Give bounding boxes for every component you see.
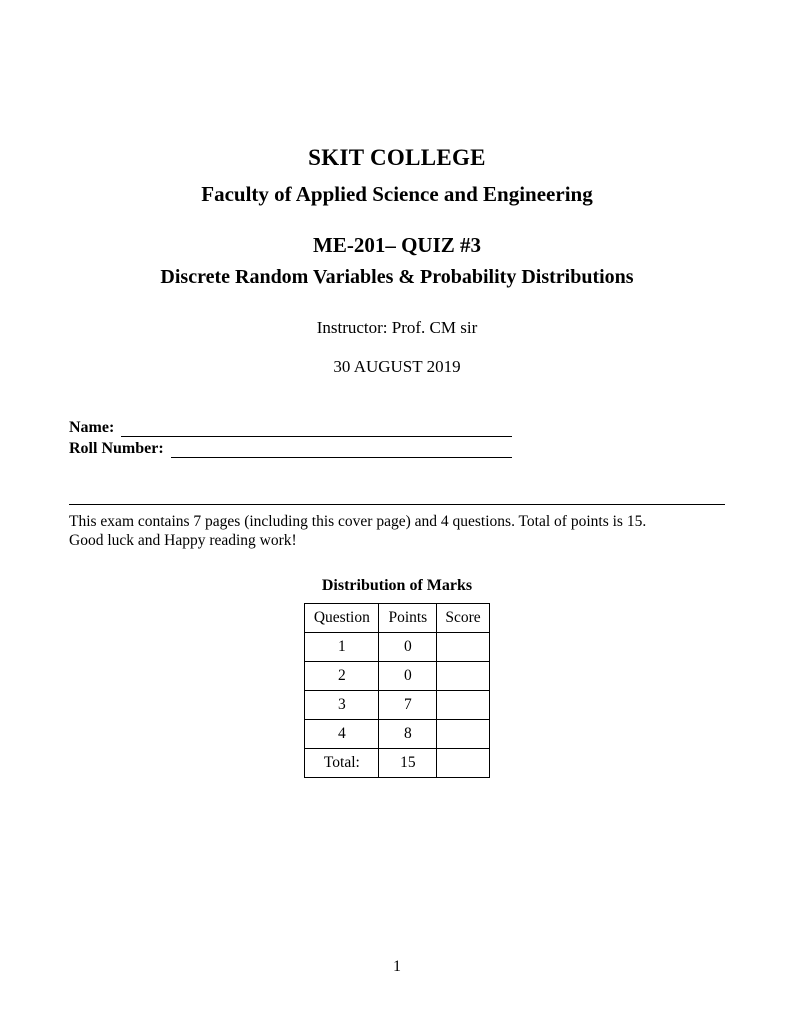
exam-instructions [69, 513, 725, 551]
table-row [305, 690, 489, 719]
cell-points: 8 [379, 719, 437, 748]
cell-score-total [437, 748, 489, 777]
page-number: 1 [393, 958, 401, 975]
name-field-row [69, 419, 512, 437]
roll-number-label: Roll Number: [69, 440, 164, 457]
faculty-title: Faculty of Applied Science and Engineering [201, 182, 593, 206]
cell-points: 7 [379, 690, 437, 719]
distribution-of-marks-table [304, 603, 489, 778]
cell-question-total: Total: [305, 748, 379, 777]
marks-table-title: Distribution of Marks [321, 576, 473, 594]
cell-score [437, 661, 489, 690]
cell-points-total: 15 [379, 748, 437, 777]
cell-question: 2 [305, 661, 379, 690]
cell-points: 0 [379, 632, 437, 661]
table-header-row [305, 603, 489, 632]
instructions-line-2: Good luck and Happy reading work! [69, 531, 297, 549]
topic-title: Discrete Random Variables & Probability Distributions [160, 266, 634, 288]
course-title: ME-201– QUIZ #3 [313, 233, 481, 257]
cell-score [437, 690, 489, 719]
student-fields [69, 419, 512, 458]
cell-question: 4 [305, 719, 379, 748]
table-row [305, 719, 489, 748]
table-row [305, 661, 489, 690]
header-score: Score [437, 603, 489, 632]
name-label: Name: [69, 419, 115, 436]
cell-points: 0 [379, 661, 437, 690]
instructor-line: Instructor: Prof. CM sir [316, 318, 478, 337]
name-blank-line [121, 423, 512, 437]
instructions-line-1: This exam contains 7 pages (including this cover page) and 4 questions. Total of points is 15. [69, 513, 647, 530]
cell-question: 1 [305, 632, 379, 661]
header-question: Question [305, 603, 379, 632]
roll-number-blank-line [171, 444, 512, 458]
cell-question: 3 [305, 690, 379, 719]
table-total-row [305, 748, 489, 777]
exam-date: 30 AUGUST 2019 [333, 357, 461, 376]
header-points: Points [379, 603, 437, 632]
college-title: SKIT COLLEGE [308, 145, 486, 170]
roll-number-field-row [69, 440, 512, 458]
horizontal-rule [69, 504, 725, 505]
cell-score [437, 719, 489, 748]
cell-score [437, 632, 489, 661]
table-row [305, 632, 489, 661]
